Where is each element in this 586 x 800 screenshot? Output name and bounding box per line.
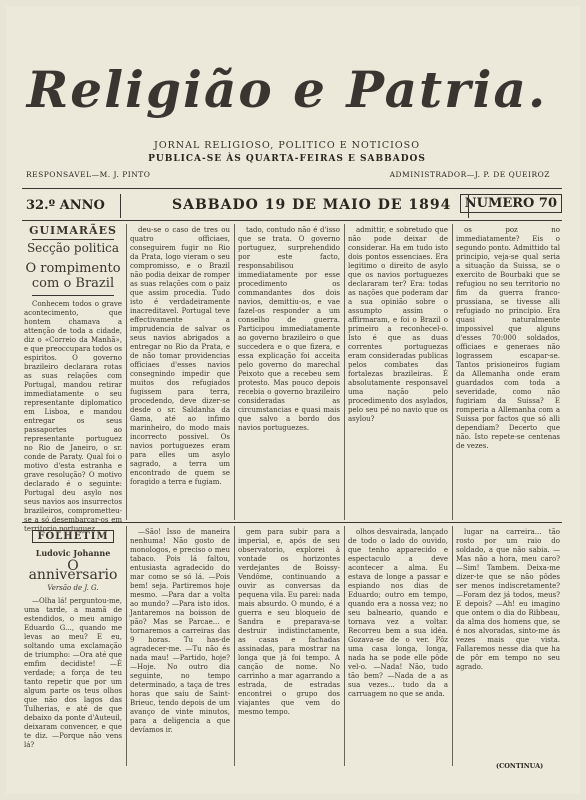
feuilleton-translator: Versão de J. G. <box>47 584 99 592</box>
feuilleton-label: FOLHETIM <box>32 530 114 543</box>
article-column-4 <box>348 226 448 516</box>
feuilleton-text: lugar na carreira... tão rosto por um raio do soldado, a que não sabia. —Mas não a hora, meu caro? —Sim! Tambem. Deixa-me dizer-te que se não pôdes ser menos indiscretamente? —Foram dez já todos, meus? E depois? —Ah! eu imagino que ontem o dia do Ribbeau, da alma dos homens que, se é nos alvoradas, sinto-me ás vezes mais que vista. Fallaremos nesse dia que ha de pôr em tempo no seu agrado. <box>456 528 560 671</box>
article-column-2 <box>130 226 230 516</box>
issue-number: NUMERO 70 <box>460 194 562 213</box>
feuilleton-text: —Olha lá! perguntou-me, uma tarde, a mamã de estendidos, o meu amigo Eduardo G..., quando me levas ao meu? E eu, soltando uma exclamação de triumpho: —Ora até que emfim decidiste! —É verdade; a força de teu tanto repetir que por um algum parte os teus olhos que não dos lagos das Tulherias, e até de que debaixo da ponte d'Auteuil, deixaram convencer, e que te diz. —Porque não vens lá? <box>24 597 122 749</box>
dateline-bottom-rule <box>22 220 562 221</box>
newspaper-title: Religião e Patria. <box>26 60 548 119</box>
section-city: GUIMARÃES <box>29 224 117 237</box>
column-divider <box>452 526 453 766</box>
article-text: Conhecem todos o grave acontecimento, que hontem chamava a attenção de toda a cidade, diz o «Correio da Manhã», e que preoccupara todos os espiritos. O governo brazileiro declarara rotas as suas relações com Portugal, mandou retirar immediatamente o seu representante diplomatico em Lisboa, e mandou entregar os seus passaportes ao representante portuguez no Rio de Janeiro, o sr. conde de Paraty. Qual foi o motivo d'esta estranha e grave resolução? O motivo declarado é o seguinte: Portugal deu asylo nos seus navios aos insurrectos brazileiros, comprometteu-se a só desembarcar-os em territorio portuguez. <box>24 300 123 533</box>
column-divider <box>234 224 235 520</box>
article-column-5 <box>456 226 560 516</box>
dateline <box>22 192 562 218</box>
article-text: admittir, e sobretudo que não pode deixar de considerar. Ha em tudo isto dois pontos essenciaes. Era legitimo o direito de asylo que os navios portuguezes declararam ter? Era: todas as nações que poderam dar a sua opinião sobre o assumpto assim o affirmaram, e foi o Brazil o primeiro a reconhecel-o. Isto é que as duas correntes portuguezas eram consideradas publicas pelos combates das fortalezas brazileiras. É absolutamente responsavel uma nação pelo procedimento dos asylados, pelo seu pé no navio que os asylou? <box>348 226 448 423</box>
feuilleton-column-2 <box>130 528 230 764</box>
feuilleton-rule <box>22 522 562 523</box>
continued-marker: (CONTINUA) <box>496 762 544 770</box>
column-divider <box>126 526 127 766</box>
article-column-3 <box>238 226 340 516</box>
article-text: deu-se o caso de tres ou quatro officiaes, conseguirem fugir no Rio da Prata, logo vieram o seu compromisso, e o Brazil não podia deixar de romper as suas relações com o paiz que assim procedia. Tudo isto é verdadeiramente inacreditavel. Portugal teve effectivamente a imprudencia de salvar os seus navios abrigados a entregar no Rio da Prata, e de não tomar providencias officiaes d'esses navios consegnindo impedir que muitos dos refugiados fugissem para terra, procedendo, deve dizer-se desde o sr. Saldanha da Gama, até ao infimo marinheiro, do modo mais incorrecto possivel. Os navios portuguezes eram para elles um asylo sagrado, a terra um encontrado de quem se foragido a terra e fugiam. <box>130 226 230 486</box>
feuilleton-author: Ludovic Johanne <box>35 548 111 558</box>
section-rule <box>32 239 114 240</box>
dateline-divider <box>120 194 121 218</box>
issue-date: SABBADO 19 DE MAIO DE 1894 <box>172 197 452 213</box>
article-column-1 <box>24 224 123 533</box>
feuilleton-text: gem para subir para a imperial, e, após de seu observatorio, explorei à vontade os horizontes verdejantes de Boissy-Vendôme, continuando a ouvir as conversas da pequena vila. Eu parei: nada mais absurdo. O mundo, é a guerra e seu bloqueio de Sandra e preparava-se destruir indistinctamente, as casas e fachadas assinadas, para mostrar na longa que já foi tempo. A canção de nome. No carrinho a mar agarrando a estrada, de estradas encontrei o grupo dos viajantes que vem do mesmo tempo. <box>238 528 340 716</box>
newspaper-subtitle: JORNAL RELIGIOSO, POLITICO E NOTICIOSO <box>154 140 420 151</box>
feuilleton-column-5 <box>456 528 560 758</box>
admin-credit: ADMINISTRADOR—J. P. DE QUEIROZ <box>389 170 550 179</box>
article-text: tado, contudo não é d'isso que se trata. O governo portuguez, surprehendido por este facto, responsabilisou immediatamente por esse procedimento os commandantes dos dois navios, demittiu-os, e vae fazel-os responder a um conselho de guerra. Participou immediatamente ao governo brazileiro o que succedera e o que fizera, e essa explicação foi acceita pelo governo do marechal Peixoto que a recebeu sem protesto. Mas pouco depois recebia o governo brazileiro consideradas as circumstancias e quasi mais que salvo a bordo dos navios portuguezes. <box>238 226 340 432</box>
article-headline: O rompimento com o Brazil <box>25 261 121 291</box>
dateline-divider <box>468 194 469 218</box>
feuilleton-text: —São! Isso de maneira nenhuma! Não gosto de monologos, e preciso o meu tabaco. Pois lá faltou, entusiasta agradecido do mar como se só lá. —Pois bem! seja. Partiremos hoje mesmo. —Para dar a volta ao mundo? —Para isto idos. Jantaremos na boisson de pão? Mas se Parcae... e tornaremos a carreiras das 9 horas. Tu has-de agradecer-me. —Tu não és nada mau! —Partido, hoje? —Hoje. No outro dia seguinte, no tempo determinado, a taça de tres horas que saiu de Saint-Brieuc, tendo depois de um avanço de vinte minutos, para a deligencia a que devíamos ir. <box>130 528 230 734</box>
column-divider <box>452 224 453 520</box>
column-divider <box>344 224 345 520</box>
year-label: 32.º ANNO <box>26 198 105 213</box>
feuilleton-column-4 <box>348 528 448 764</box>
feuilleton-column-1 <box>24 528 122 764</box>
column-divider <box>344 526 345 766</box>
dateline-top-rule <box>22 188 562 189</box>
publication-schedule: PUBLICA-SE ÀS QUARTA-FEIRAS E SABBADOS <box>148 154 426 164</box>
feuilleton-column-3 <box>238 528 340 764</box>
section-rule <box>32 295 114 296</box>
feuilleton-title: O anniversario <box>28 558 118 583</box>
editor-credit: RESPONSAVEL—M. J. PINTO <box>26 170 151 179</box>
article-text: os poz no immediatamente? Eis o segundo ponto. Admittido tal principio, veja-se qual seria a situação da Suissa, se o exercito de Bourbaki que se refugiou no seu territorio no fim da guerra franco-prussiana, se tivesse alli refugiado no principio. Era quasi naturalmente impossivel que alguns d'esses 70:000 soldados, officiaes e generaes não lograssem escapar-se. Tantos prisioneiros fugiam da Allemanha onde eram guardados com toda a severidade, como não fugiriam da Suissa? E romperia a Allemanha com a Suissa por factos que só alli dependiam? Decerto que não. Isto repete-se centenas de vezes. <box>456 226 560 450</box>
column-divider <box>234 526 235 766</box>
section-title: Secção politica <box>26 241 120 255</box>
feuilleton-text: olhos desvairada, lançado de todo o lado do ouvido, que tenho apparecido e espectaculo a deve acontecer a alma. Eu estava de longe a passar e espiando nos dias de Eduardo; outro em tempo, quando era a nossa vez; no seu balneario, quando e tornava vez a voltar. Recorreu bem a sua idéa. Gozava-se de o ver. Pôz uma casa longa, longa, nada ha se pode elle pôde vel-o. —Nada! Não, tudo tão bem? —Nada de a as sua vezes... tudo da a carruagem no que se anda. <box>348 528 448 698</box>
column-divider <box>126 224 127 520</box>
